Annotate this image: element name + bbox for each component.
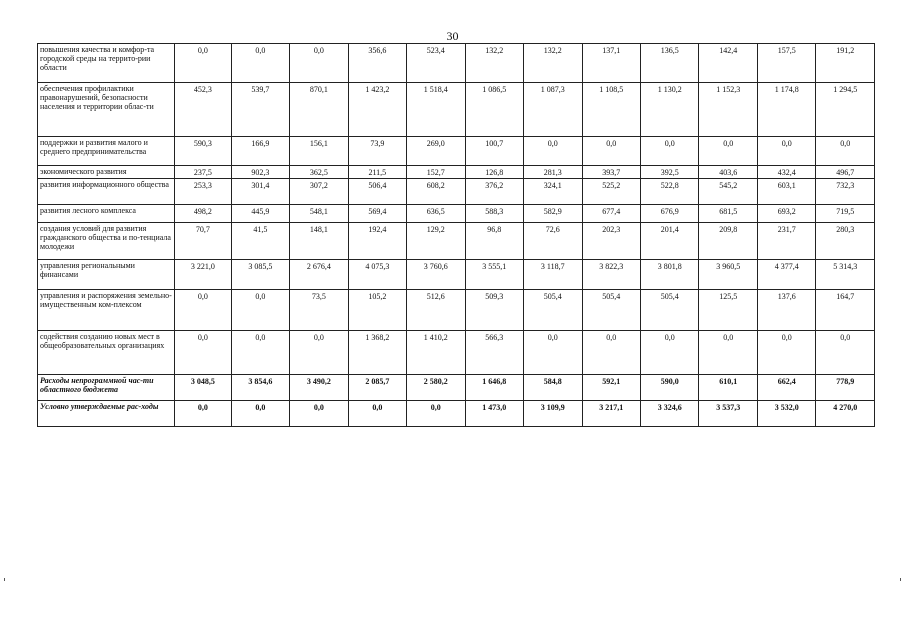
value-cell: 603,1 [757, 179, 815, 205]
value-cell: 1 086,5 [465, 83, 523, 137]
value-cell: 0,0 [231, 331, 289, 375]
value-cell: 307,2 [290, 179, 348, 205]
value-cell: 452,3 [175, 83, 231, 137]
value-cell: 4 075,3 [348, 260, 406, 290]
value-cell: 636,5 [407, 205, 465, 223]
row-label: управления и распоряжения земельно-имущественным ком-плексом [38, 290, 175, 331]
value-cell: 1 410,2 [407, 331, 465, 375]
value-cell: 539,7 [231, 83, 289, 137]
value-cell: 0,0 [175, 290, 231, 331]
value-cell: 201,4 [641, 223, 699, 260]
value-cell: 523,4 [407, 44, 465, 83]
value-cell: 732,3 [816, 179, 875, 205]
row-label: управления региональными финансами [38, 260, 175, 290]
value-cell: 1 646,8 [465, 375, 523, 401]
value-cell: 681,5 [699, 205, 757, 223]
value-cell: 166,9 [231, 137, 289, 166]
value-cell: 4 270,0 [816, 401, 875, 427]
value-cell: 498,2 [175, 205, 231, 223]
value-cell: 0,0 [699, 137, 757, 166]
value-cell: 156,1 [290, 137, 348, 166]
value-cell: 0,0 [524, 331, 582, 375]
value-cell: 3 221,0 [175, 260, 231, 290]
value-cell: 3 217,1 [582, 401, 640, 427]
value-cell: 525,2 [582, 179, 640, 205]
value-cell: 3 109,9 [524, 401, 582, 427]
value-cell: 0,0 [757, 331, 815, 375]
value-cell: 1 130,2 [641, 83, 699, 137]
value-cell: 164,7 [816, 290, 875, 331]
value-cell: 1 368,2 [348, 331, 406, 375]
budget-table [37, 43, 875, 427]
value-cell: 4 377,4 [757, 260, 815, 290]
value-cell: 676,9 [641, 205, 699, 223]
table-row [38, 290, 875, 331]
row-label: развития информационного общества [38, 179, 175, 205]
value-cell: 3 537,3 [699, 401, 757, 427]
row-label: развития лесного комплекса [38, 205, 175, 223]
value-cell: 0,0 [290, 44, 348, 83]
row-label: поддержки и развития малого и среднего предпринимательства [38, 137, 175, 166]
value-cell: 3 960,5 [699, 260, 757, 290]
table-row [38, 44, 875, 83]
row-label: повышения качества и комфор-та городской среды на террито-рии области [38, 44, 175, 83]
value-cell: 505,4 [641, 290, 699, 331]
value-cell: 0,0 [699, 331, 757, 375]
value-cell: 237,5 [175, 166, 231, 179]
table-row [38, 331, 875, 375]
value-cell: 902,3 [231, 166, 289, 179]
value-cell: 253,3 [175, 179, 231, 205]
value-cell: 392,5 [641, 166, 699, 179]
value-cell: 2 676,4 [290, 260, 348, 290]
value-cell: 432,4 [757, 166, 815, 179]
value-cell: 3 490,2 [290, 375, 348, 401]
value-cell: 192,4 [348, 223, 406, 260]
value-cell: 1 174,8 [757, 83, 815, 137]
value-cell: 0,0 [757, 137, 815, 166]
value-cell: 2 085,7 [348, 375, 406, 401]
value-cell: 157,5 [757, 44, 815, 83]
value-cell: 0,0 [816, 331, 875, 375]
value-cell: 376,2 [465, 179, 523, 205]
value-cell: 1 423,2 [348, 83, 406, 137]
table-row [38, 166, 875, 179]
value-cell: 231,7 [757, 223, 815, 260]
value-cell: 136,5 [641, 44, 699, 83]
table-row [38, 179, 875, 205]
value-cell: 132,2 [465, 44, 523, 83]
value-cell: 5 314,3 [816, 260, 875, 290]
value-cell: 2 580,2 [407, 375, 465, 401]
value-cell: 719,5 [816, 205, 875, 223]
value-cell: 548,1 [290, 205, 348, 223]
value-cell: 3 854,6 [231, 375, 289, 401]
value-cell: 0,0 [641, 331, 699, 375]
value-cell: 137,6 [757, 290, 815, 331]
value-cell: 545,2 [699, 179, 757, 205]
value-cell: 505,4 [524, 290, 582, 331]
value-cell: 280,3 [816, 223, 875, 260]
value-cell: 269,0 [407, 137, 465, 166]
value-cell: 3 801,8 [641, 260, 699, 290]
value-cell: 582,9 [524, 205, 582, 223]
value-cell: 324,1 [524, 179, 582, 205]
value-cell: 301,4 [231, 179, 289, 205]
value-cell: 356,6 [348, 44, 406, 83]
page-number: 30 [446, 29, 459, 43]
value-cell: 142,4 [699, 44, 757, 83]
value-cell: 496,7 [816, 166, 875, 179]
value-cell: 96,8 [465, 223, 523, 260]
table-row [38, 223, 875, 260]
value-cell: 569,4 [348, 205, 406, 223]
value-cell: 445,9 [231, 205, 289, 223]
value-cell: 70,7 [175, 223, 231, 260]
value-cell: 125,5 [699, 290, 757, 331]
value-cell: 281,3 [524, 166, 582, 179]
value-cell: 3 324,6 [641, 401, 699, 427]
value-cell: 3 760,6 [407, 260, 465, 290]
value-cell: 0,0 [524, 137, 582, 166]
value-cell: 1 087,3 [524, 83, 582, 137]
value-cell: 137,1 [582, 44, 640, 83]
value-cell: 592,1 [582, 375, 640, 401]
value-cell: 403,6 [699, 166, 757, 179]
value-cell: 0,0 [231, 290, 289, 331]
value-cell: 3 048,5 [175, 375, 231, 401]
value-cell: 509,3 [465, 290, 523, 331]
value-cell: 132,2 [524, 44, 582, 83]
value-cell: 73,5 [290, 290, 348, 331]
row-label: содействия созданию новых мест в общеобразовательных организациях [38, 331, 175, 375]
value-cell: 211,5 [348, 166, 406, 179]
value-cell: 100,7 [465, 137, 523, 166]
value-cell: 677,4 [582, 205, 640, 223]
value-cell: 662,4 [757, 375, 815, 401]
value-cell: 41,5 [231, 223, 289, 260]
table-row [38, 137, 875, 166]
value-cell: 693,2 [757, 205, 815, 223]
value-cell: 0,0 [175, 44, 231, 83]
table-row [38, 401, 875, 427]
value-cell: 129,2 [407, 223, 465, 260]
scan-mark [4, 578, 5, 581]
value-cell: 0,0 [582, 331, 640, 375]
value-cell: 0,0 [290, 331, 348, 375]
table-row [38, 83, 875, 137]
value-cell: 778,9 [816, 375, 875, 401]
value-cell: 1 108,5 [582, 83, 640, 137]
value-cell: 0,0 [348, 401, 406, 427]
value-cell: 566,3 [465, 331, 523, 375]
value-cell: 209,8 [699, 223, 757, 260]
value-cell: 0,0 [231, 401, 289, 427]
table-row [38, 205, 875, 223]
value-cell: 3 822,3 [582, 260, 640, 290]
value-cell: 0,0 [582, 137, 640, 166]
row-label: экономического развития [38, 166, 175, 179]
value-cell: 870,1 [290, 83, 348, 137]
value-cell: 3 118,7 [524, 260, 582, 290]
value-cell: 202,3 [582, 223, 640, 260]
value-cell: 1 473,0 [465, 401, 523, 427]
table-row [38, 260, 875, 290]
value-cell: 506,4 [348, 179, 406, 205]
value-cell: 73,9 [348, 137, 406, 166]
value-cell: 148,1 [290, 223, 348, 260]
value-cell: 1 152,3 [699, 83, 757, 137]
value-cell: 3 555,1 [465, 260, 523, 290]
value-cell: 3 532,0 [757, 401, 815, 427]
value-cell: 191,2 [816, 44, 875, 83]
scan-mark [900, 578, 901, 581]
row-label: Условно утверждаемые рас-ходы [38, 401, 175, 427]
value-cell: 0,0 [641, 137, 699, 166]
value-cell: 0,0 [175, 401, 231, 427]
value-cell: 393,7 [582, 166, 640, 179]
value-cell: 588,3 [465, 205, 523, 223]
value-cell: 3 085,5 [231, 260, 289, 290]
value-cell: 1 518,4 [407, 83, 465, 137]
value-cell: 512,6 [407, 290, 465, 331]
value-cell: 505,4 [582, 290, 640, 331]
value-cell: 610,1 [699, 375, 757, 401]
value-cell: 522,8 [641, 179, 699, 205]
value-cell: 105,2 [348, 290, 406, 331]
value-cell: 608,2 [407, 179, 465, 205]
value-cell: 590,0 [641, 375, 699, 401]
row-label: создания условий для развития гражданского общества и по-тенциала молодежи [38, 223, 175, 260]
value-cell: 0,0 [816, 137, 875, 166]
value-cell: 362,5 [290, 166, 348, 179]
value-cell: 590,3 [175, 137, 231, 166]
value-cell: 0,0 [290, 401, 348, 427]
value-cell: 0,0 [175, 331, 231, 375]
value-cell: 126,8 [465, 166, 523, 179]
row-label: обеспечения профилактики правонарушений, безопасности населения и территории облас-ти [38, 83, 175, 137]
row-label: Расходы непрограммной час-ти областного бюджета [38, 375, 175, 401]
value-cell: 584,8 [524, 375, 582, 401]
value-cell: 1 294,5 [816, 83, 875, 137]
table-row [38, 375, 875, 401]
value-cell: 152,7 [407, 166, 465, 179]
value-cell: 0,0 [407, 401, 465, 427]
value-cell: 0,0 [231, 44, 289, 83]
value-cell: 72,6 [524, 223, 582, 260]
